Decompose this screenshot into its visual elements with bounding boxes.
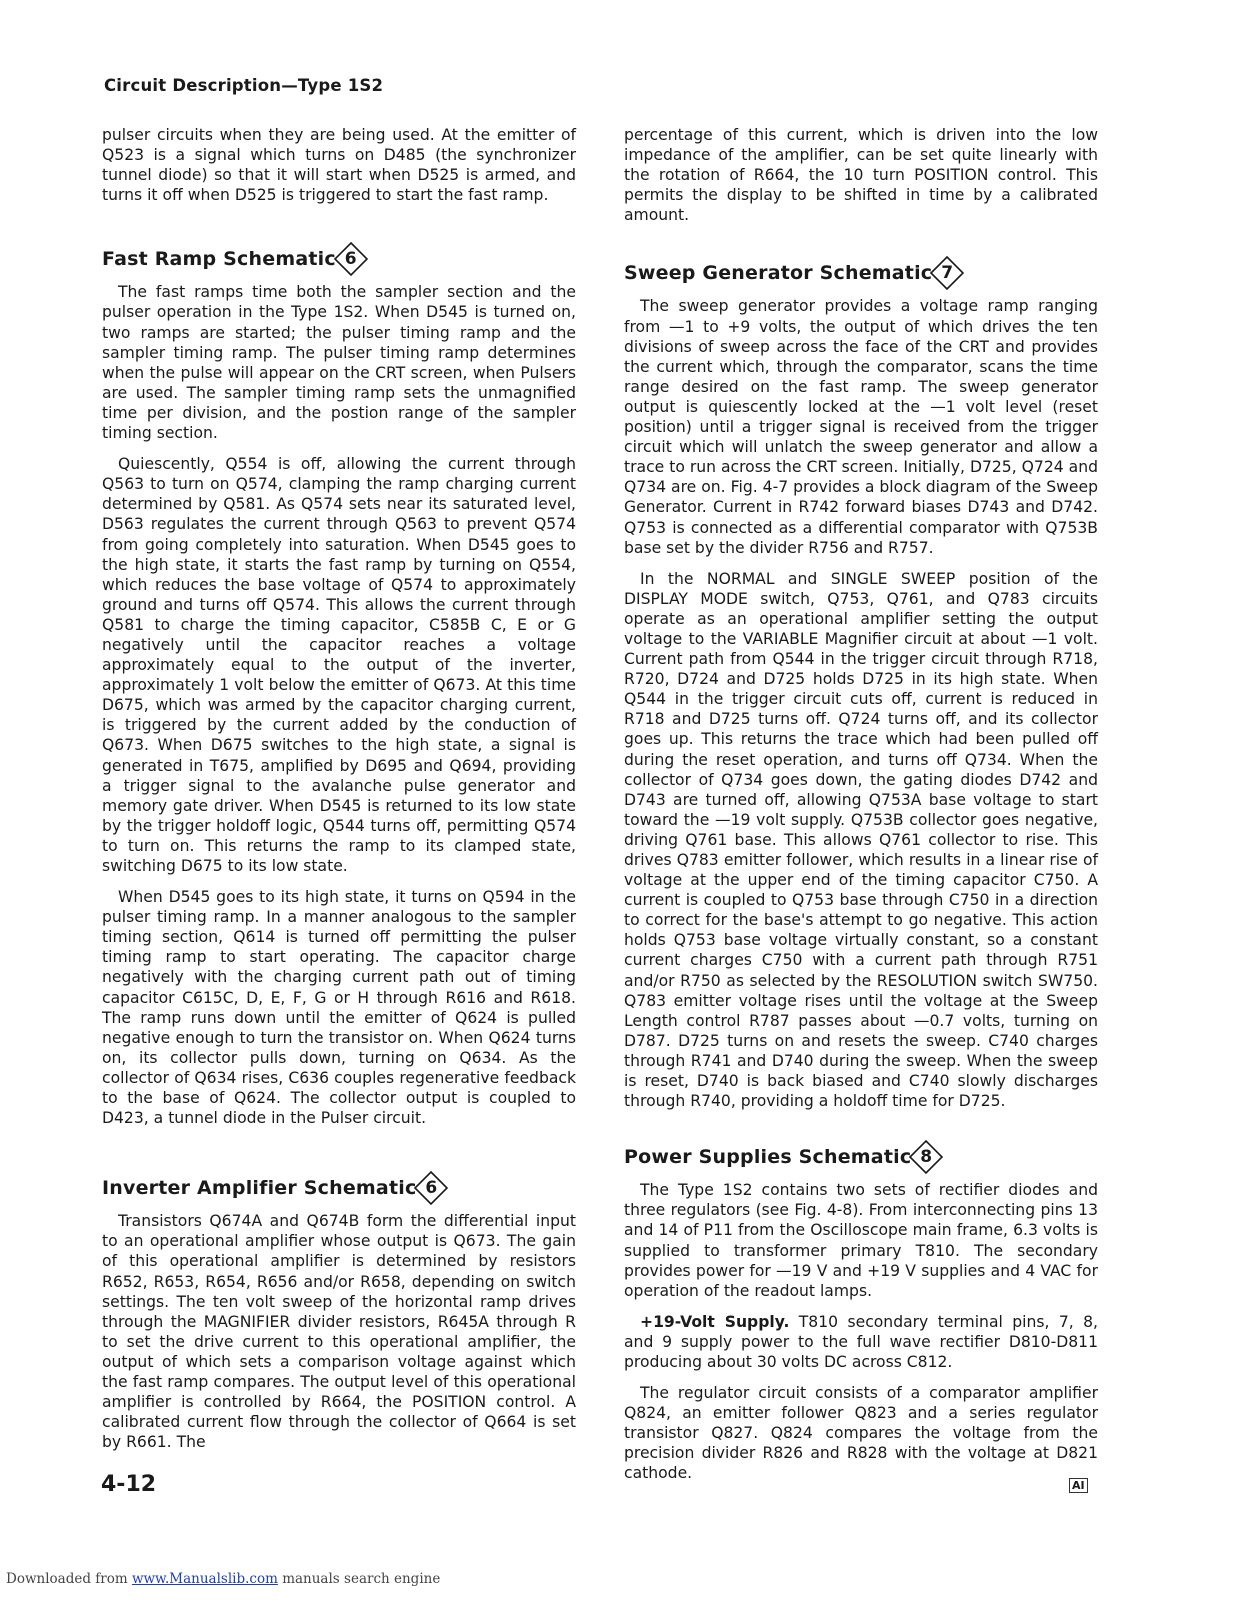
- plus19-volt-paragraph: [624, 1312, 1098, 1372]
- schematic-diamond-icon: [930, 256, 964, 290]
- schematic-number: 7: [941, 263, 954, 284]
- schematic-diamond-icon: [414, 1171, 448, 1205]
- fast-ramp-paragraph-3: When D545 goes to its high state, it turns on Q594 in the pulser timing ramp. In a manner analogous to the sampler timing section, Q614 is turned off permitting the pulser timing ramp to start operating. The capacitor charge negatively with the charging current path out of timing capacitor C615C, D, E, F, G or H through R616 and R618. The ramp runs down until the emitter of Q624 is pulled negative enough to turn the transistor on. When Q624 turns on, its collector pulls down, turning on Q634. As the collector of Q634 rises, C636 couples regenerative feedback to the base of Q624. The collector output is coupled to D423, a tunnel diode in the Pulser circuit.: [102, 888, 576, 1128]
- spacer: [102, 1139, 576, 1171]
- power-supplies-heading: [624, 1140, 1098, 1174]
- spacer: [102, 216, 576, 242]
- right-column: [624, 125, 1098, 1495]
- schematic-diamond-icon: [909, 1140, 943, 1174]
- inverter-amplifier-heading: [102, 1171, 576, 1205]
- spacer: [624, 1122, 1098, 1140]
- schematic-number: 8: [920, 1147, 933, 1168]
- inverter-amplifier-paragraph-1: Transistors Q674A and Q674B form the differential input to an operational amplifier whose output is Q673. The gain of this operational amplifier is determined by resistors R652, R653, R654, R656 and/or R658, depending on switch settings. The ten volt sweep of the horizontal ramp drives through the MAGNIFIER divider resistors, R645A through R to set the drive current to this operational amplifier, the output of which sets a comparison voltage against which the fast ramp compares. The output level of this operational amplifier is controlled by R664, the POSITION control. A calibrated current flow through the collector of Q664 is set by R661. The: [102, 1212, 576, 1452]
- publisher-mark: AI: [1069, 1478, 1088, 1493]
- schematic-diamond-icon: [334, 242, 368, 276]
- page-number: 4-12: [101, 1472, 157, 1497]
- running-title: Circuit Description—Type 1S2: [104, 76, 384, 95]
- spacer: [624, 236, 1098, 256]
- right-intro-paragraph: percentage of this current, which is driven into the low impedance of the amplifier, can be set quite linearly with the rotation of R664, the 10 turn POSITION control. This permits the display to be shifted in time by a calibrated amount.: [624, 126, 1098, 225]
- fast-ramp-paragraph-1: The fast ramps time both the sampler section and the pulser operation in the Type 1S2. When D545 is turned on, two ramps are started; the pulser timing ramp and the sampler timing ramp. The pulser timing ramp determines when the pulse will appear on the CRT screen, when Pulsers are used. The sampler timing ramp sets the unmagnified time per division, and the postion range of the sampler timing section.: [102, 283, 576, 443]
- inverter-amplifier-heading-text: Inverter Amplifier Schematic: [102, 1177, 417, 1200]
- plus19-volt-runin: +19-Volt Supply.: [640, 1312, 790, 1331]
- plus19-volt-text: T810 secondary terminal pins, 7, 8, and 9 supply power to the full wave rectifier D810-D811 producing about 30 volts DC across C812.: [624, 1312, 1098, 1371]
- left-column: [102, 125, 576, 1463]
- download-suffix: manuals search engine: [277, 1571, 441, 1587]
- fast-ramp-heading-text: Fast Ramp Schematic: [102, 248, 336, 271]
- fast-ramp-heading: [102, 242, 576, 276]
- sweep-generator-paragraph-1: The sweep generator provides a voltage ramp ranging from —1 to +9 volts, the output of which drives the ten divisions of sweep across the face of the CRT and provides the current which, through the comparator, scans the time range desired on the fast ramp. The sweep generator output is quiescently locked at the —1 volt level (reset position) until a trigger signal is received from the trigger circuit which will unlatch the sweep generator and allow a trace to run across the CRT screen. Initially, D725, Q724 and Q734 are on. Fig. 4-7 provides a block diagram of the Sweep Generator. Current in R742 forward biases D743 and D742. Q753 is connected as a differential comparator with Q753B base set by the divider R756 and R757.: [624, 297, 1098, 557]
- manualslib-link[interactable]: www.Manualslib.com: [131, 1571, 278, 1587]
- sweep-generator-paragraph-2: In the NORMAL and SINGLE SWEEP position of the DISPLAY MODE switch, Q753, Q761, and Q783 circuits operate as an operational amplifier setting the output voltage to the VARIABLE Magnifier circuit at about —1 volt. Current path from Q544 in the trigger circuit through R718, R720, D724 and D725 holds D725 in its high state. When Q544 in the trigger circuit cuts off, current is reduced in R718 and D725 turns off. Q724 turns off, and its collector goes up. This returns the trace which had been pulled off during the reset operation, and turns off Q734. When the collector of Q734 goes down, the gating diodes D742 and D743 are turned off, allowing Q753A base voltage to start toward the —19 volt supply. Q753B collector goes negative, driving Q761 base. This allows Q761 collector to rise. This drives Q783 emitter follower, which results in a linear rise of voltage at the upper end of the timing capacitor C750. A current is coupled to Q753 base through C750 in a direction to correct for the base's attempt to go negative. This action holds Q753 base voltage virtually constant, so a constant current charges C750 with a current path through R751 and/or R750 as selected by the RESOLUTION switch SW750. Q783 emitter voltage rises until the voltage at the Sweep Length control R787 passes about —0.7 volts, turning on D787. D725 turns on and resets the sweep. C740 charges through R741 and D740 during the sweep. When the sweep is reset, D740 is back biased and C740 slowly discharges through R740, providing a holdoff time for D725.: [624, 569, 1098, 1111]
- download-prefix: Downloaded from: [6, 1571, 132, 1587]
- schematic-number: 6: [425, 1178, 438, 1199]
- sweep-generator-heading: [624, 256, 1098, 290]
- left-intro-paragraph: pulser circuits when they are being used. At the emitter of Q523 is a signal which turns on D485 (the synchronizer tunnel diode) so that it will start when D525 is armed, and turns it off when D525 is triggered to start the fast ramp.: [102, 126, 576, 205]
- power-supplies-heading-text: Power Supplies Schematic: [624, 1146, 912, 1169]
- sweep-generator-heading-text: Sweep Generator Schematic: [624, 262, 933, 285]
- schematic-number: 6: [344, 249, 357, 270]
- power-supplies-paragraph-1: The Type 1S2 contains two sets of rectifier diodes and three regulators (see Fig. 4-8). From interconnecting pins 13 and 14 of P11 from the Oscilloscope main frame, 6.3 volts is supplied to transformer primary T810. The secondary provides power for —19 V and +19 V supplies and 4 VAC for operation of the readout lamps.: [624, 1181, 1098, 1300]
- regulator-paragraph: The regulator circuit consists of a comparator amplifier Q824, an emitter follower Q823 and a series regulator transistor Q827. Q824 compares the voltage from the precision divider R826 and R828 with the voltage at D821 cathode.: [624, 1384, 1098, 1483]
- fast-ramp-paragraph-2: Quiescently, Q554 is off, allowing the current through Q563 to turn on Q574, clamping the ramp charging current determined by Q581. As Q574 sets near its saturated level, D563 regulates the current through Q563 to prevent Q574 from going completely into saturation. When D545 goes to the high state, it starts the fast ramp by turning on Q554, which reduces the base voltage of Q574 to approximately ground and turns off Q574. This allows the current through Q581 to charge the timing capacitor, C585B C, E or G negatively until the capacitor reaches a voltage approximately equal to the output of the inverter, approximately 1 volt below the emitter of Q673. At this time D675, which was armed by the capacitor charging current, is triggered by the current added by the conduction of Q673. When D675 switches to the high state, a signal is generated in T675, amplified by D695 and Q694, providing a trigger signal to the avalanche pulse generator and memory gate driver. When D545 is returned to its low state by the trigger holdoff logic, Q544 turns off, permitting Q574 to turn on. This returns the ramp to its clamped state, switching D675 to its low state.: [102, 455, 576, 875]
- download-footer: [6, 1571, 440, 1587]
